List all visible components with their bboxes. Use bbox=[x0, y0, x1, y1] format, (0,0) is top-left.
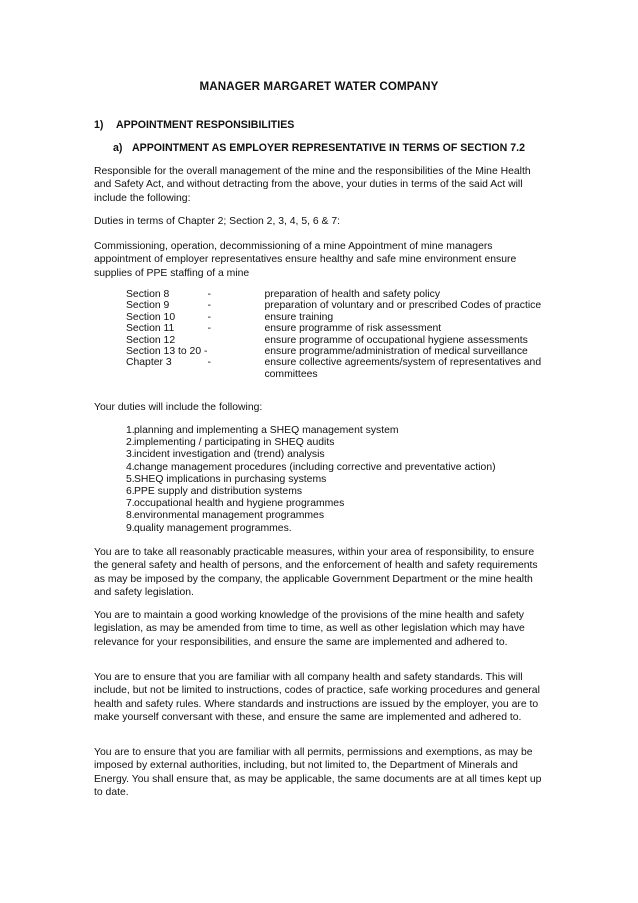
list-item bbox=[126, 498, 496, 510]
list-number: 6. bbox=[126, 486, 135, 498]
subsection-letter: a) bbox=[113, 142, 123, 154]
section-heading bbox=[94, 119, 294, 132]
commissioning-paragraph: Commissioning, operation, decommissioning of a mine Appointment of mine managers appointment of employer representatives ensure healthy and safe mine environment ensure supplies of PPE staffing of a mine bbox=[94, 241, 517, 279]
table-row bbox=[126, 312, 554, 323]
list-item bbox=[126, 449, 496, 461]
table-row bbox=[126, 335, 554, 346]
table-row bbox=[126, 300, 554, 311]
list-number: 9. bbox=[126, 522, 135, 534]
list-number: 3. bbox=[126, 449, 135, 461]
section-cell: Section 10 bbox=[126, 311, 176, 323]
list-text: quality management programmes. bbox=[134, 522, 292, 534]
list-item bbox=[126, 523, 496, 535]
sections-table bbox=[126, 289, 554, 380]
section-cell: Section 11 bbox=[126, 323, 175, 335]
list-text: planning and implementing a SHEQ management system bbox=[134, 425, 399, 436]
subsection-heading bbox=[113, 142, 525, 155]
dash-cell bbox=[207, 346, 264, 357]
section-title: APPOINTMENT RESPONSIBILITIES bbox=[116, 119, 295, 131]
duty-cell: ensure programme/administration of medical surveillance bbox=[264, 346, 528, 358]
duty-cell: preparation of health and safety policy bbox=[264, 289, 441, 300]
list-item bbox=[126, 462, 496, 474]
duty-cell: ensure programme of occupational hygiene assessments bbox=[264, 334, 528, 346]
list-number: 5. bbox=[126, 473, 135, 485]
section-cell: Section 13 to 20 - bbox=[126, 346, 208, 358]
table-row bbox=[126, 323, 554, 334]
table-row bbox=[126, 289, 554, 300]
list-text: SHEQ implications in purchasing systems bbox=[134, 473, 327, 485]
dash-cell: - bbox=[207, 323, 211, 335]
table-row bbox=[126, 346, 554, 357]
duty-cell: preparation of voluntary and or prescribed Codes of practice bbox=[264, 300, 542, 312]
section-cell: Section 9 bbox=[126, 300, 170, 312]
document-title: MANAGER MARGARET WATER COMPANY bbox=[199, 80, 439, 93]
section-number: 1) bbox=[94, 119, 104, 131]
duty-cell: ensure training bbox=[264, 311, 334, 323]
section-cell: Section 12 bbox=[126, 334, 176, 346]
safety-measures-paragraph: You are to take all reasonably practicable measures, within your area of responsibility, to ensure the general safety and health of persons, and the enforcement of health and safety requirements as may be imposed by the company, the applicable Government Department or the mine health and safety legislation. bbox=[94, 547, 538, 599]
duties-intro: Your duties will include the following: bbox=[94, 402, 263, 413]
list-text: implementing / participating in SHEQ audits bbox=[134, 437, 335, 449]
dash-cell: - bbox=[207, 289, 211, 300]
list-text: change management procedures (including corrective and preventative action) bbox=[134, 461, 496, 473]
dash-cell: - bbox=[207, 357, 211, 369]
duties-list bbox=[126, 425, 496, 535]
section-cell: Section 8 bbox=[126, 289, 170, 300]
subsection-title: APPOINTMENT AS EMPLOYER REPRESENTATIVE IN TERMS OF SECTION 7.2 bbox=[132, 142, 525, 154]
standards-paragraph: You are to ensure that you are familiar with all company health and safety standards. This will include, but not be limited to instructions, codes of practice, safe working procedures and general health and safety rules. Where standards and instructions are issued by the employer, you are to make yourself conversant with these, and ensure the same are implemented and adhered to. bbox=[94, 672, 540, 724]
list-item bbox=[126, 486, 496, 498]
list-text: PPE supply and distribution systems bbox=[134, 486, 303, 498]
list-number: 8. bbox=[126, 510, 135, 522]
table-row bbox=[126, 357, 554, 380]
list-text: environmental management programmes bbox=[134, 510, 325, 522]
list-text: incident investigation and (trend) analysis bbox=[134, 449, 325, 461]
legislation-paragraph: You are to maintain a good working knowledge of the provisions of the mine health and safety legislation, as may be amended from time to time, as well as other legislation which may have relevance for your responsibilities, and ensure the same are implemented and adhered to. bbox=[94, 610, 525, 648]
list-number: 2. bbox=[126, 437, 135, 449]
chapter-duties-heading: Duties in terms of Chapter 2; Section 2, 3, 4, 5, 6 & 7: bbox=[94, 216, 341, 227]
list-item bbox=[126, 510, 496, 522]
list-item bbox=[126, 437, 496, 449]
duty-cell: ensure collective agreements/system of representatives and committees bbox=[264, 357, 542, 380]
duty-cell: ensure programme of risk assessment bbox=[264, 323, 442, 335]
intro-paragraph: Responsible for the overall management of the mine and the responsibilities of the Mine Health and Safety Act, and without detracting from the above, your duties in terms of the said Act will include the following: bbox=[94, 166, 531, 204]
list-number: 7. bbox=[126, 498, 135, 510]
list-item bbox=[126, 474, 496, 486]
dash-cell: - bbox=[207, 300, 211, 312]
section-cell: Chapter 3 bbox=[126, 357, 172, 369]
list-text: occupational health and hygiene programmes bbox=[134, 498, 345, 510]
dash-cell: - bbox=[207, 311, 211, 323]
dash-cell bbox=[207, 335, 264, 346]
list-number: 4. bbox=[126, 461, 135, 473]
list-number: 1. bbox=[126, 425, 135, 436]
list-item bbox=[126, 425, 496, 437]
permits-paragraph: You are to ensure that you are familiar with all permits, permissions and exemptions, as may be imposed by external authorities, including, but not limited to, the Department of Minerals and Energy. You shall ensure that, as may be applicable, the same documents are at all times kept up to date. bbox=[94, 747, 542, 799]
